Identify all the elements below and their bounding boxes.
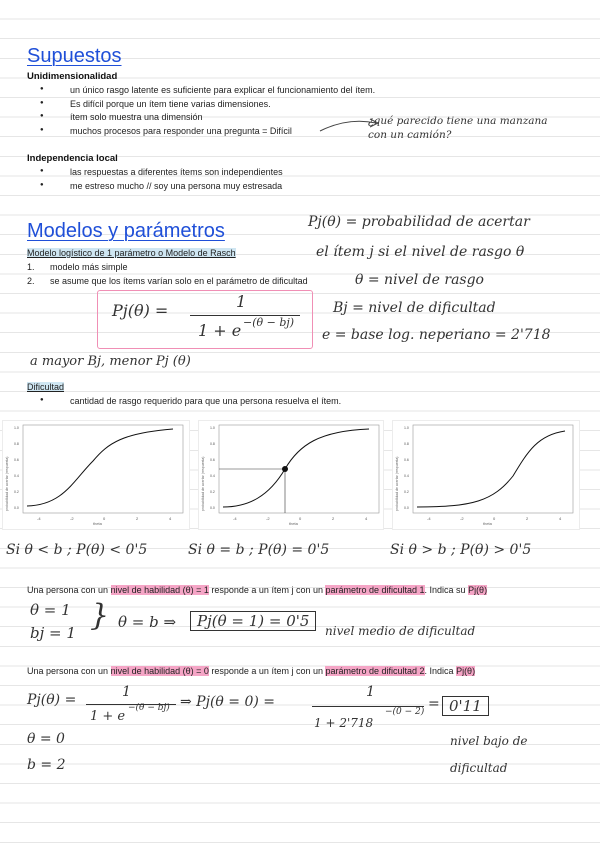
x-axis-label: theta [483, 521, 492, 526]
formula-denominator: 1 + 2'718 [314, 716, 374, 730]
y-tick-label: 0.2 [14, 490, 19, 494]
y-tick-label: 0.8 [14, 442, 19, 446]
formula-numerator: 1 [366, 684, 375, 700]
x-tick-label: -2 [266, 516, 270, 521]
boxed-result-1: Pj(θ = 1) = 0'5 [190, 611, 316, 631]
y-tick-label: 0.4 [210, 474, 215, 478]
x-tick-label: 2 [136, 516, 139, 521]
bullet-item: ● cantidad de rasgo requerido para que una persona resuelva el ítem. [70, 396, 341, 406]
exercise-text: . Indica su [424, 585, 469, 595]
y-tick-label: 0.0 [210, 506, 215, 510]
equals-sign: = [428, 696, 440, 712]
formula-box [97, 290, 313, 349]
note-low-difficulty: dificultad [450, 761, 508, 775]
icc-plot [393, 421, 579, 529]
x-tick-label: 0 [103, 516, 106, 521]
x-tick-label: -4 [233, 516, 237, 521]
y-tick-label: 1.0 [14, 426, 19, 430]
y-tick-label: 1.0 [210, 426, 215, 430]
x-tick-label: -2 [70, 516, 74, 521]
section-title-modelos: Modelos y parámetros [27, 220, 225, 242]
highlight-difficulty: parámetro de dificultad 2 [325, 666, 425, 676]
formula-lhs: Pj(θ) = [112, 301, 169, 320]
list-number: 1. [27, 262, 35, 272]
formula-denominator: 1 + e [198, 321, 242, 340]
handwritten-definition: el ítem j si el nivel de rasgo θ [316, 244, 525, 260]
icc-plot [199, 421, 383, 529]
x-tick-label: -4 [37, 516, 41, 521]
exercise-text: responde a un ítem j con un [208, 585, 326, 595]
exercise-text: responde a un ítem j con un [208, 666, 326, 676]
exercise-1-statement [27, 585, 487, 595]
subheading-dificultad: Dificultad [27, 382, 65, 392]
handwritten-definition: e = base log. neperiano = 2'718 [322, 327, 551, 343]
brace-icon: } [90, 598, 110, 633]
subheading-modelo-rasch: Modelo logístico de 1 parámetro o Modelo de Rasch [27, 248, 236, 258]
icc-plot [3, 421, 189, 529]
handwritten-definition: Pj(θ) = probabilidad de acertar [308, 214, 530, 230]
bullet-item: ● Es difícil porque un ítem tiene varias dimensiones. [70, 99, 271, 109]
x-tick-label: 2 [332, 516, 335, 521]
list-number: 2. [27, 276, 35, 286]
y-axis-label: probabilidad de acertar (respuesta) [201, 456, 205, 511]
x-axis-label: theta [93, 521, 102, 526]
x-tick-label: -4 [427, 516, 431, 521]
handwritten-note-difficulty: a mayor Bj, menor Pj (θ) [30, 354, 191, 369]
y-tick-label: 0.0 [14, 506, 19, 510]
exercise-text: Una persona con un [27, 585, 111, 595]
y-tick-label: 0.8 [404, 442, 409, 446]
exercise-text: . Indica [424, 666, 457, 676]
y-tick-label: 0.6 [404, 458, 409, 462]
bullet-item: ● las respuestas a diferentes ítems son independientes [70, 167, 283, 177]
subheading-independencia-local: Independencia local [27, 153, 118, 164]
bullet-item: ● ítem solo muestra una dimensión [70, 112, 203, 122]
section-title-supuestos: Supuestos [27, 45, 122, 67]
x-tick-label: 2 [526, 516, 529, 521]
y-tick-label: 0.8 [210, 442, 215, 446]
handwritten-definition: Bj = nivel de dificultad [333, 300, 496, 316]
formula-numerator: 1 [122, 684, 131, 700]
given-b: bj = 1 [30, 624, 76, 642]
y-tick-label: 1.0 [404, 426, 409, 430]
highlight-difficulty: parámetro de dificultad 1 [325, 585, 425, 595]
x-tick-label: 0 [493, 516, 496, 521]
note-medium-difficulty: nivel medio de dificultad [325, 624, 476, 638]
y-tick-label: 0.6 [14, 458, 19, 462]
x-tick-label: 4 [559, 516, 562, 521]
x-tick-label: 4 [169, 516, 172, 521]
bullet-item: ● muchos procesos para responder una pregunta = Difícil [70, 126, 292, 136]
icc-graph-high-b [392, 420, 580, 530]
handwritten-note-question: ¿qué parecido tiene una manzana con un camión? [368, 115, 548, 141]
case-equal: Si θ = b ; P(θ) = 0'5 [188, 542, 330, 558]
y-axis-label: probabilidad de acertar (respuesta) [5, 456, 9, 511]
given-b: b = 2 [27, 757, 66, 773]
y-tick-label: 0.0 [404, 506, 409, 510]
formula-exponent: −(θ − bj) [243, 316, 295, 329]
substitution-step: ⇒ Pj(θ = 0) = [180, 694, 276, 710]
given-theta: θ = 1 [30, 601, 71, 619]
y-tick-label: 0.6 [210, 458, 215, 462]
highlight-pj: Pj(θ) [456, 666, 476, 676]
y-tick-label: 0.4 [404, 474, 409, 478]
highlight-ability: nivel de habilidad (θ) = 1 [110, 585, 209, 595]
icc-graph-equal-b [198, 420, 384, 530]
case-high: Si θ > b ; P(θ) > 0'5 [390, 542, 532, 558]
case-low: Si θ < b ; P(θ) < 0'5 [6, 542, 148, 558]
condition-theta-equals-b: θ = b ⇒ [118, 613, 177, 631]
x-tick-label: 4 [365, 516, 368, 521]
icc-graph-low-b [2, 420, 190, 530]
subheading-unidimensionalidad: Unidimensionalidad [27, 71, 118, 82]
x-axis-label: theta [289, 521, 298, 526]
list-item: modelo más simple [50, 262, 128, 272]
formula-numerator: 1 [236, 292, 247, 311]
highlight-pj: Pj(θ) [468, 585, 488, 595]
formula-exponent: −(0 − 2) [385, 707, 425, 717]
boxed-result-2: 0'11 [442, 696, 489, 716]
y-axis-label: probabilidad de acertar (respuesta) [395, 456, 399, 511]
formula-lhs: Pj(θ) = [27, 692, 77, 708]
y-tick-label: 0.2 [404, 490, 409, 494]
note-low-difficulty: nivel bajo de [450, 734, 528, 748]
bullet-item: ● me estreso mucho // soy una persona muy estresada [70, 181, 282, 191]
bullet-item: ● un único rasgo latente es suficiente para explicar el funcionamiento del ítem. [70, 85, 375, 95]
exercise-2-statement [27, 666, 475, 676]
highlight-ability: nivel de habilidad (θ) = 0 [110, 666, 209, 676]
x-tick-label: -2 [460, 516, 464, 521]
exercise-text: Una persona con un [27, 666, 111, 676]
formula-exponent: −(θ − bj) [128, 703, 170, 713]
x-tick-label: 0 [299, 516, 302, 521]
list-item: se asume que los ítems varían solo en el parámetro de dificultad [50, 276, 308, 286]
given-theta: θ = 0 [27, 731, 65, 747]
y-tick-label: 0.4 [14, 474, 19, 478]
formula-denominator: 1 + e [90, 709, 126, 724]
y-tick-label: 0.2 [210, 490, 215, 494]
handwritten-definition: θ = nivel de rasgo [355, 272, 484, 288]
